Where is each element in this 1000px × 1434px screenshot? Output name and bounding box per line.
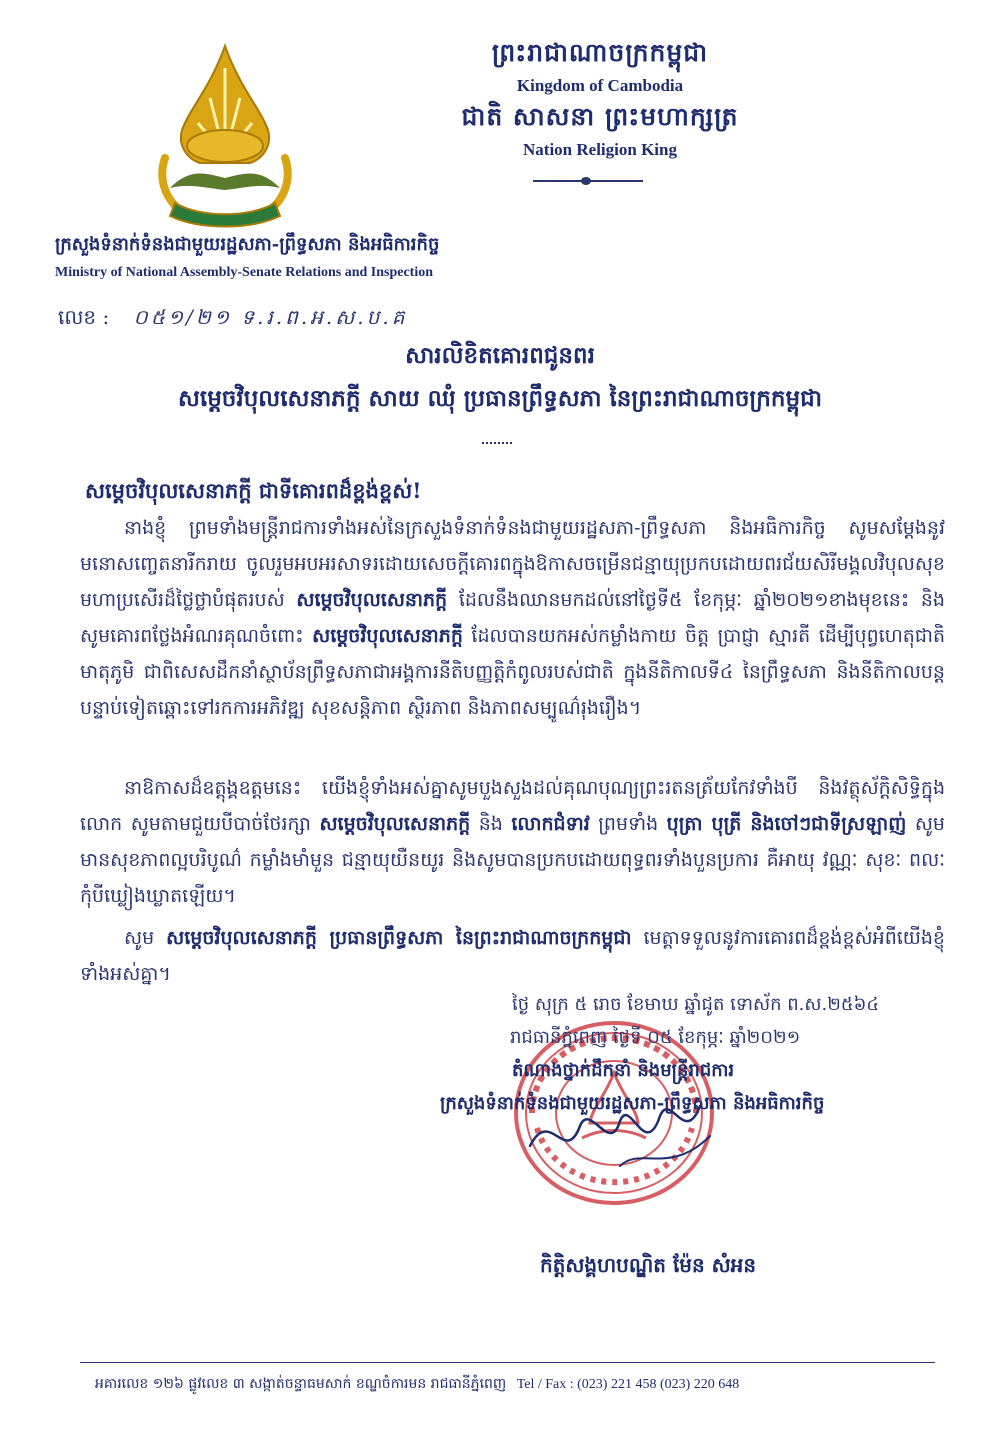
ministry-name-en: Ministry of National Assembly-Senate Relations and Inspection <box>55 265 434 280</box>
body-paragraph-1 <box>80 510 945 726</box>
ministry-name <box>55 232 515 281</box>
motto-km: ជាតិ សាសនា ព្រះមហាក្សត្រ <box>461 102 739 131</box>
reference-label: លេខ : <box>58 305 110 329</box>
footer-divider <box>80 1362 935 1363</box>
p3-text-c: មេត្តាទទួលនូវការគោរពដ៏ខ្ពង់ខ្ពស់អំពីយើងខ្ញុំទាំងអស់គ្នា។ <box>80 927 945 985</box>
p2-bold-b: សម្តេចវិបុលសេនាភក្តី <box>319 813 471 835</box>
letter-title-line2: សម្តេចវិបុលសេនាភក្តី សាយ ឈុំ ប្រធានព្រឹទ្ធសភា នៃព្រះរាជាណាចក្រកម្ពុជា <box>178 385 822 412</box>
p1-text-c: ដែលនឹងឈានមកដល់នៅថ្ងៃទី៥ ខែកុម្ភៈ ឆ្នាំ២០២១ខាងមុខនេះ និងសូមគោរពថ្លែងអំណរគុណចំពោះ <box>80 589 945 647</box>
body-paragraph-2 <box>80 770 945 914</box>
p2-text-e: ព្រមទាំង <box>589 813 667 835</box>
representative-line2: ក្រសួងទំនាក់ទំនងជាមួយរដ្ឋសភា-ព្រឹទ្ធសភា និងអធិការកិច្ច <box>440 1093 825 1114</box>
body-paragraph-3 <box>80 920 945 992</box>
letter-title <box>60 342 940 418</box>
closing-block <box>440 988 960 1120</box>
ministry-emblem-logo <box>140 38 310 238</box>
p2-text-g: សូមមានសុខភាពល្អបរិបូណ៌ កម្លាំងមាំមួន ជន្មាយុយឺនយូរ និងសូមបានប្រកបដោយពុទ្ធពរទាំងបួនប្រការ គឺអាយុ វណ្ណៈ សុខៈ ពលៈ កុំបីឃ្លៀងឃ្លាតឡើយ។ <box>80 813 945 907</box>
p2-bold-f: បុត្រា បុត្រី និងចៅៗជាទីស្រឡាញ់ <box>666 813 907 835</box>
p1-text-a: នាងខ្ញុំ ព្រមទាំងមន្ត្រីរាជការទាំងអស់នៃក្រសួងទំនាក់ទំនងជាមួយរដ្ឋសភា-ព្រឹទ្ធសភា និងអធិការកិច្ច សូមសម្តែងនូវមនោសញ្ចេតនារីករាយ ចូលរួមអបអរសាទរដោយសេចក្តីគោរពក្នុងឱកាសចម្រើនជន្មាយុប្រកបដោយពរជ័យសិរីមង្គលវិបុលសុខ មហាប្រសើរដ៏ថ្លៃថ្លាបំផុតរបស់ <box>80 517 945 611</box>
representative-line1: តំណាងថ្នាក់ដឹកនាំ និងមន្ត្រីរាជការ <box>512 1060 735 1081</box>
reference-number <box>58 304 407 334</box>
title-divider <box>482 442 512 446</box>
motto-en: Nation Religion King <box>523 140 677 159</box>
p2-text-a: នាឱកាសដ៏ឧត្តុង្គឧត្តមនេះ យើងខ្ញុំទាំងអស់គ្នាសូមបួងសួងដល់គុណបុណ្យព្រះរតនត្រ័យកែវទាំងបី និងវត្ថុស័ក្តិសិទ្ធិក្នុងលោក សូមតាមជួយបីបាច់ថែរក្សា <box>80 777 945 835</box>
lunar-date: ថ្ងៃ សុក្រ ៥ រោច ខែមាឃ ឆ្នាំជូត ទោស័ក ព.ស.២៥៦៤ <box>512 994 880 1015</box>
letter-title-line1: សារលិខិតគោរពជូនពរ <box>405 342 595 369</box>
p3-bold-b: សម្តេចវិបុលសេនាភក្តី ប្រធានព្រឹទ្ធសភា នៃព្រះរាជាណាចក្រកម្ពុជា <box>166 927 632 949</box>
p1-text-e: ដែលបានយកអស់កម្លាំងកាយ ចិត្ត ប្រាជ្ញា ស្មារតី ដើម្បីបុព្វហេតុជាតិមាតុភូមិ ជាពិសេសដឹកនាំស្ថាប័នព្រឹទ្ធសភាជាអង្គការនីតិបញ្ញត្តិកំពូលរបស់ជាតិ ក្នុងនីតិកាលទី៤ នៃព្រឹទ្ធសភា និងនីតិកាលបន្តបន្ទាប់ទៀតឆ្ពោះទៅរកការអភិវឌ្ឍ សុខសន្តិភាព ស្ថិរភាព និងភាពសម្បូណ៌រុងរឿង។ <box>80 625 946 719</box>
p2-bold-d: លោកជំទាវ <box>511 813 590 835</box>
solar-date: រាជធានីភ្នំពេញ ថ្ងៃទី ០៥ ខែកុម្ភៈ ឆ្នាំ២០២១ <box>510 1027 801 1048</box>
kingdom-title-en: Kingdom of Cambodia <box>516 76 684 95</box>
footer-contact <box>95 1374 925 1395</box>
footer-address: អគារលេខ ១២៦ ផ្លូវលេខ ៣ សង្កាត់ចន្ទាធមសាក់ ខណ្ឌចំការមន រាជធានីភ្នំពេញ <box>95 1376 507 1392</box>
salutation: សម្តេចវិបុលសេនាភក្តី ជាទីគោរពដ៏ខ្ពង់ខ្ពស់! <box>85 478 422 503</box>
p1-bold-d: សម្តេចវិបុលសេនាភក្តី <box>312 625 463 647</box>
p1-bold-b: សម្តេចវិបុលសេនាភក្តី <box>296 589 448 611</box>
p3-text-a: សូម <box>124 927 167 949</box>
national-header <box>440 38 760 166</box>
ministry-name-km: ក្រសួងទំនាក់ទំនងជាមួយរដ្ឋសភា-ព្រឹទ្ធសភា និងអធិការកិច្ច <box>55 234 440 255</box>
header-divider <box>533 180 643 182</box>
signer-name: កិត្តិសង្គហបណ្ឌិត ម៉ែន សំអន <box>540 1253 757 1277</box>
footer-telfax: Tel / Fax : (023) 221 458 (023) 220 648 <box>516 1377 740 1392</box>
reference-value: ០៥១/២១ ទ.រ.ព.អ.ស.ប.គ <box>133 305 408 329</box>
kingdom-title-km: ព្រះរាជាណាចក្រកម្ពុជា <box>491 38 709 67</box>
p2-text-c: និង <box>470 813 512 835</box>
